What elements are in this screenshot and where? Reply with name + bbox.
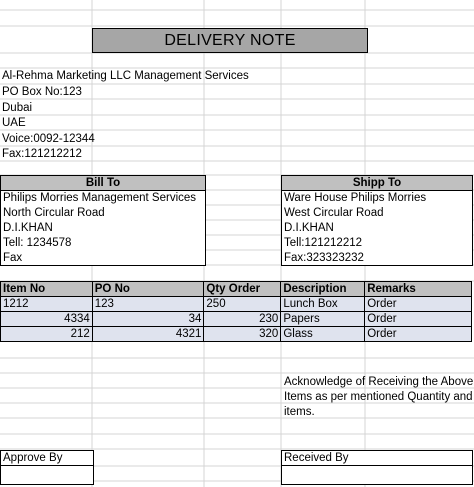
table-row [1,312,472,327]
ship-to-line: Tell:121212212 [284,237,363,249]
bill-to-line: D.I.KHAN [3,222,53,234]
sender-line: Al-Rehma Marketing LLC Management Services [2,70,249,82]
column-header-qty-order: Qty Order [204,282,281,297]
cell-remarks: Order [365,312,472,327]
table-row [1,327,472,342]
cell-remarks: Order [365,297,472,312]
table-row [1,297,472,312]
approve-by-label: Approve By [1,451,93,466]
cell-po-no: 123 [92,297,204,312]
ship-to-line: West Circular Road [284,207,384,219]
sender-line: PO Box No:123 [2,86,82,98]
bill-to-box [0,175,206,266]
sender-line: Dubai [2,102,33,114]
bill-to-heading: Bill To [1,176,205,191]
ship-to-line: Fax:323323232 [284,252,364,264]
page-title: DELIVERY NOTE [92,28,368,53]
column-header-remarks: Remarks [365,282,472,297]
ship-to-line: D.I.KHAN [284,222,334,234]
cell-description: Lunch Box [281,297,365,312]
column-header-item-no: Item No [1,282,93,297]
bill-to-line: Philips Morries Management Services [3,192,197,204]
cell-item-no: 212 [1,327,93,342]
received-by-label: Received By [282,451,472,466]
acknowledgement-text: Acknowledge of Receiving the Above Items as per mentioned Quantity and items. [284,376,474,418]
cell-item-no: 1212 [1,297,93,312]
bill-to-line: Tell: 1234578 [3,237,72,249]
cell-qty-order: 320 [204,327,281,342]
cell-description: Papers [281,312,365,327]
approve-by-box [0,450,94,485]
cell-qty-order: 230 [204,312,281,327]
table-header-row [1,282,472,297]
items-table [0,281,472,342]
cell-po-no: 4321 [92,327,204,342]
ship-to-box [281,175,473,266]
received-by-box [281,450,473,485]
sender-line: Voice:0092-12344 [2,133,95,145]
cell-description: Glass [281,327,365,342]
column-header-po-no: PO No [92,282,204,297]
sender-line: UAE [2,117,26,129]
cell-qty-order: 250 [204,297,281,312]
bill-to-line: North Circular Road [3,207,105,219]
column-header-description: Description [281,282,365,297]
sender-line: Fax:121212212 [2,148,82,160]
cell-remarks: Order [365,327,472,342]
ship-to-line: Ware House Philips Morries [284,192,427,204]
cell-po-no: 34 [92,312,204,327]
ship-to-heading: Shipp To [282,176,472,191]
bill-to-line: Fax [3,252,23,264]
cell-item-no: 4334 [1,312,93,327]
